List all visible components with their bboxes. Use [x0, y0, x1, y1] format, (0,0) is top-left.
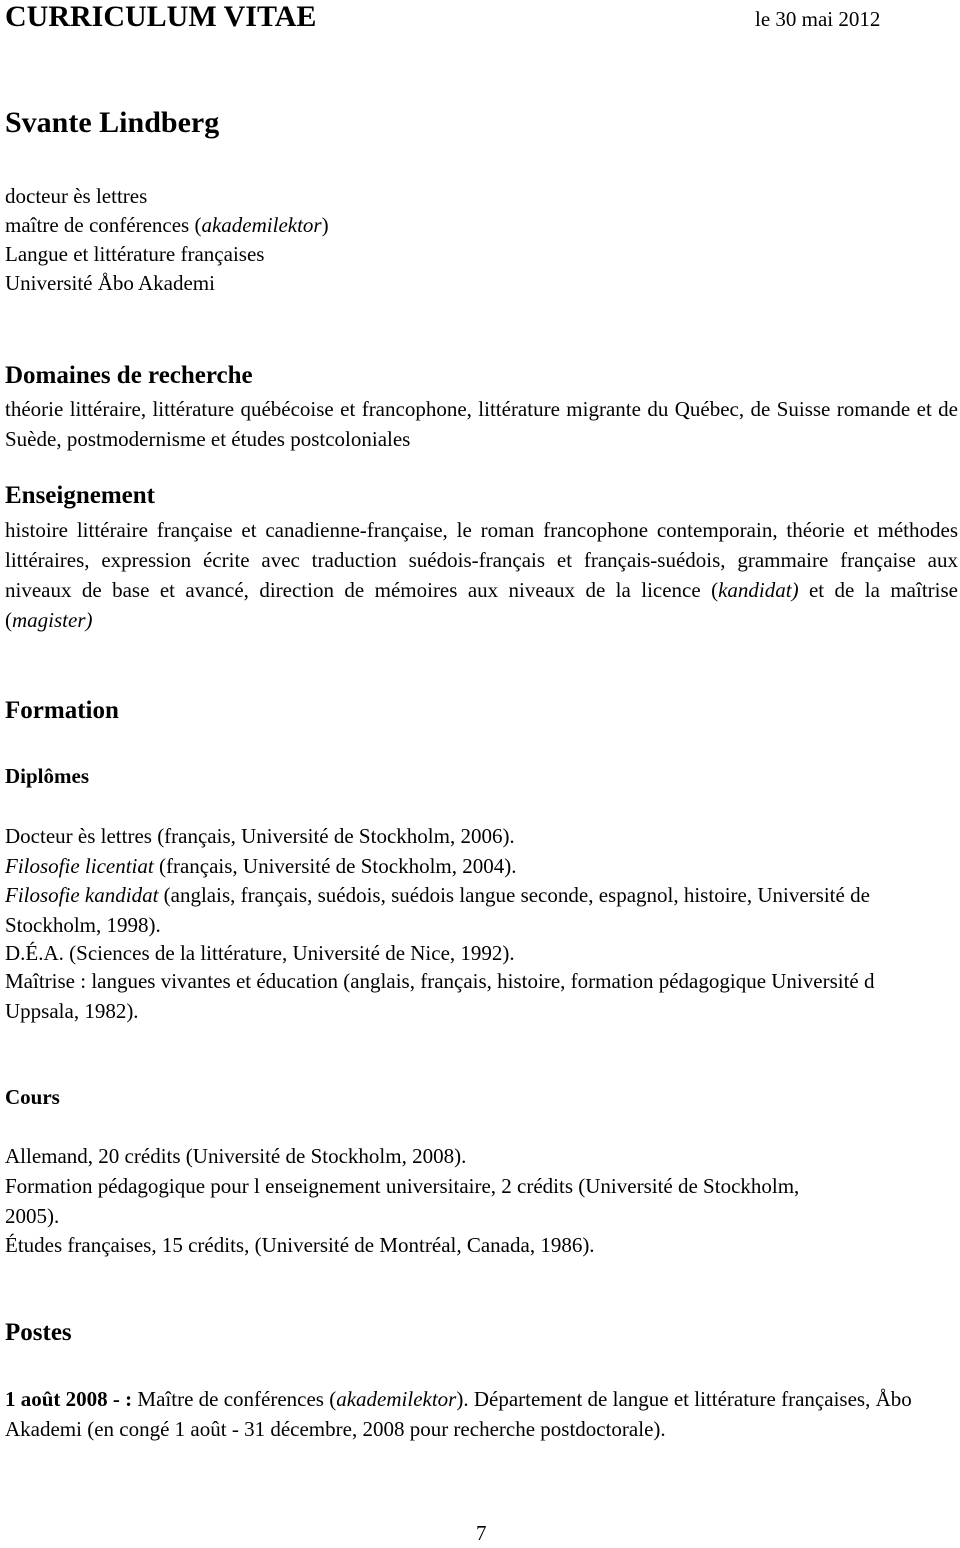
- positions-heading: Postes: [5, 1319, 72, 1346]
- position-title: Maître de conférences (: [132, 1387, 337, 1411]
- position-italic: akademilektor: [336, 1387, 457, 1411]
- diploma-item: D.É.A. (Sciences de la littérature, Université de Nice, 1992).: [5, 941, 515, 965]
- course-item: Formation pédagogique pour l enseignement universitaire, 2 crédits (Université de Stockholm, 2005).: [5, 1174, 800, 1228]
- diploma-item: [5, 880, 925, 940]
- formation-heading: Formation: [5, 697, 119, 724]
- diploma-detail: (anglais, français, suédois, suédois langue seconde, espagnol, histoire, Université de Stockholm, 1998).: [5, 883, 870, 937]
- person-position-text: maître de conférences (: [5, 213, 202, 237]
- courses-heading: Cours: [5, 1085, 60, 1109]
- course-item: Études françaises, 15 crédits, (Université de Montréal, Canada, 1986).: [5, 1233, 595, 1257]
- position-item: [5, 1384, 950, 1444]
- diploma-item: Maîtrise : langues vivantes et éducation (anglais, français, histoire, formation pédagogique Université d Uppsala, 1982).: [5, 969, 875, 1023]
- person-position-italic: akademilektor: [201, 213, 322, 237]
- document-title: CURRICULUM VITAE: [5, 0, 317, 33]
- teaching-kandidat: kandidat): [718, 578, 799, 602]
- document-date: le 30 mai 2012: [755, 7, 881, 31]
- diploma-detail: (français, Université de Stockholm, 2004).: [153, 854, 517, 878]
- teaching-text-mid: et de la maîtrise (: [5, 578, 958, 632]
- person-department: Langue et littérature françaises: [5, 242, 265, 266]
- person-degree: docteur ès lettres: [5, 184, 148, 208]
- person-position: [5, 210, 329, 240]
- diplomas-heading: Diplômes: [5, 764, 89, 788]
- position-detail: ). Département de langue et littérature françaises, Åbo Akademi (en congé 1 août - 31 décembre, 2008 pour recherche postdoctorale).: [5, 1387, 912, 1441]
- teaching-magister: magister): [12, 608, 93, 632]
- course-item: Allemand, 20 crédits (Université de Stockholm, 2008).: [5, 1144, 467, 1168]
- diploma-item: [5, 851, 516, 881]
- position-date: 1 août 2008 - :: [5, 1387, 133, 1411]
- person-name: Svante Lindberg: [5, 106, 220, 139]
- teaching-text-main: histoire littéraire française et canadienne-française, le roman francophone contemporain, théorie et méthodes littéraires, expression écrite avec traduction suédois-français et français-suédois, grammaire française aux niveaux de base et avancé, direction de mémoires aux niveaux de la licence (: [5, 518, 958, 602]
- diploma-item: Docteur ès lettres (français, Université de Stockholm, 2006).: [5, 824, 515, 848]
- research-heading: Domaines de recherche: [5, 362, 253, 389]
- diploma-italic: Filosofie licentiat: [5, 854, 154, 878]
- teaching-text: [5, 515, 958, 635]
- research-text: théorie littéraire, littérature québécoise et francophone, littérature migrante du Québec, de Suisse romande et de Suède, postmodernisme et études postcoloniales: [5, 397, 958, 451]
- page-number: 7: [476, 1521, 487, 1545]
- diploma-italic: Filosofie kandidat: [5, 883, 159, 907]
- person-university: Université Åbo Akademi: [5, 271, 215, 295]
- teaching-heading: Enseignement: [5, 482, 155, 509]
- person-position-close: ): [321, 213, 329, 237]
